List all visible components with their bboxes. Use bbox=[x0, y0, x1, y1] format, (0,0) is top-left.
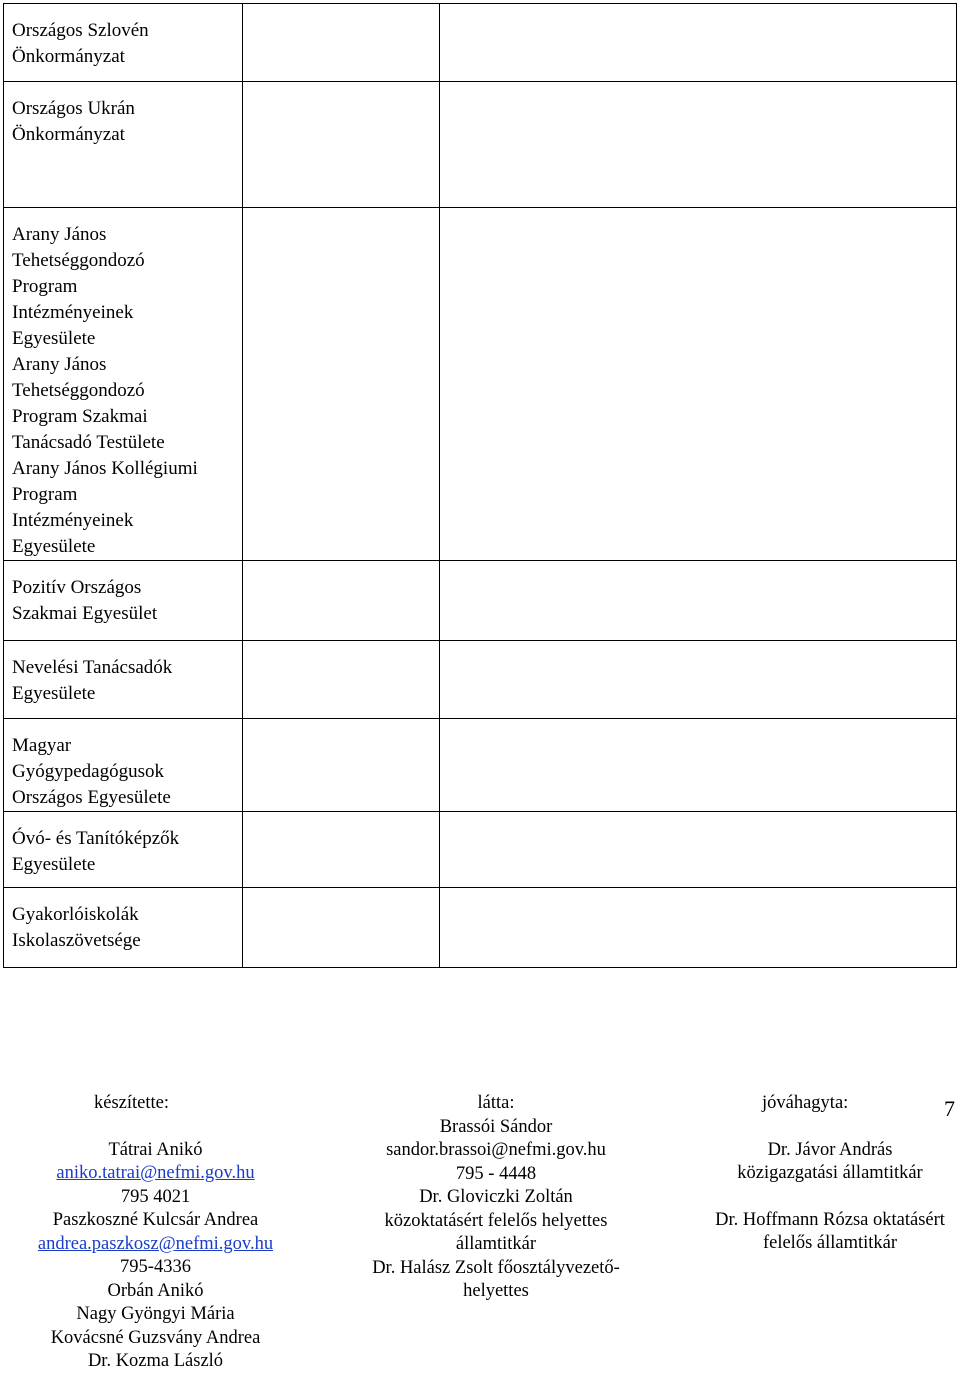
empty-cell bbox=[243, 719, 440, 812]
signature-line: Paszkoszné Kulcsár Andrea bbox=[52, 1210, 259, 1230]
empty-cell bbox=[440, 82, 957, 208]
empty-cell bbox=[243, 561, 440, 641]
seen-by-block bbox=[352, 1092, 640, 1304]
prepared-by-heading: készítette: bbox=[94, 1093, 169, 1113]
empty-cell bbox=[440, 561, 957, 641]
signature-line: 795 4021 bbox=[120, 1186, 191, 1207]
empty-cell bbox=[243, 888, 440, 968]
organization-name-cell bbox=[4, 812, 243, 888]
email-link[interactable]: andrea.paszkosz@nefmi.gov.hu bbox=[37, 1233, 274, 1254]
signature-line: Tátrai Anikó bbox=[108, 1139, 203, 1160]
email-link[interactable]: aniko.tatrai@nefmi.gov.hu bbox=[56, 1163, 255, 1183]
empty-cell bbox=[440, 888, 957, 968]
signature-line: Dr. Halász Zsolt főosztályvezető- bbox=[372, 1257, 620, 1278]
empty-cell bbox=[243, 641, 440, 719]
organization-name: Pozitív Országos Szakmai Egyesület bbox=[12, 577, 158, 624]
organization-name: Országos Szlovén Önkormányzat bbox=[12, 20, 149, 67]
organization-row bbox=[4, 561, 957, 641]
organization-name-cell bbox=[4, 561, 243, 641]
empty-cell bbox=[243, 208, 440, 561]
organization-row bbox=[4, 641, 957, 719]
organization-row bbox=[4, 4, 957, 82]
organization-name: Országos Ukrán Önkormányzat bbox=[12, 98, 135, 145]
signature-line: Dr. Kozma László bbox=[87, 1351, 224, 1371]
signature-line: sandor.brassoi@nefmi.gov.hu bbox=[386, 1140, 606, 1160]
organization-row bbox=[4, 82, 957, 208]
organization-name: Gyakorlóiskolák Iskolaszövetsége bbox=[12, 904, 141, 951]
organization-name: Óvó- és Tanítóképzők Egyesülete bbox=[12, 828, 180, 875]
signature-line: államtitkár bbox=[455, 1234, 537, 1254]
empty-cell bbox=[440, 208, 957, 561]
organization-row bbox=[4, 888, 957, 968]
signature-line: Brassói Sándor bbox=[439, 1116, 553, 1137]
organization-row bbox=[4, 208, 957, 561]
signature-line: 795-4336 bbox=[120, 1257, 191, 1277]
empty-cell bbox=[243, 812, 440, 888]
signature-line: Dr. Jávor András bbox=[767, 1139, 893, 1160]
organization-row bbox=[4, 812, 957, 888]
empty-cell bbox=[440, 812, 957, 888]
signature-line: Dr. Gloviczki Zoltán bbox=[419, 1187, 573, 1207]
organization-row bbox=[4, 719, 957, 812]
signature-line bbox=[700, 1186, 960, 1209]
organization-name-cell bbox=[4, 888, 243, 968]
organization-name-cell bbox=[4, 641, 243, 719]
signature-line: közoktatásért felelős helyettes bbox=[384, 1210, 608, 1231]
signature-line: közigazgatási államtitkár bbox=[737, 1163, 923, 1183]
empty-cell bbox=[440, 719, 957, 812]
organization-name-cell bbox=[4, 4, 243, 82]
signature-line: 795 - 4448 bbox=[455, 1163, 537, 1184]
empty-cell bbox=[243, 4, 440, 82]
empty-cell bbox=[440, 641, 957, 719]
organizations-table bbox=[3, 3, 957, 968]
signature-line: felelős államtitkár bbox=[762, 1233, 898, 1253]
organization-name: Magyar Gyógypedagógusok Országos Egyesülete bbox=[12, 735, 171, 808]
page-number: 7 bbox=[944, 1096, 955, 1121]
organization-name-cell bbox=[4, 208, 243, 561]
signature-line: Nagy Gyöngyi Mária bbox=[76, 1304, 235, 1324]
prepared-by-block bbox=[28, 1092, 283, 1374]
organization-name-cell bbox=[4, 719, 243, 812]
approved-by-block bbox=[700, 1092, 960, 1256]
organization-name: Arany János Tehetséggondozó Program Intézményeinek Egyesülete Arany János Tehetséggondozó Program Szakmai Tanácsadó Testülete Arany János Kollégiumi Program Intézményeinek Egyesülete bbox=[12, 224, 198, 557]
organization-name-cell bbox=[4, 82, 243, 208]
signature-line: helyettes bbox=[463, 1281, 529, 1301]
signature-line: Dr. Hoffmann Rózsa oktatásért bbox=[715, 1209, 945, 1230]
approved-by-heading: jóváhagyta: bbox=[762, 1093, 849, 1113]
seen-by-heading: látta: bbox=[477, 1093, 515, 1113]
signature-line: Kovácsné Guzsvány Andrea bbox=[50, 1327, 261, 1348]
empty-cell bbox=[243, 82, 440, 208]
organization-name: Nevelési Tanácsadók Egyesülete bbox=[12, 657, 173, 704]
empty-cell bbox=[440, 4, 957, 82]
signature-line: Orbán Anikó bbox=[107, 1280, 204, 1301]
